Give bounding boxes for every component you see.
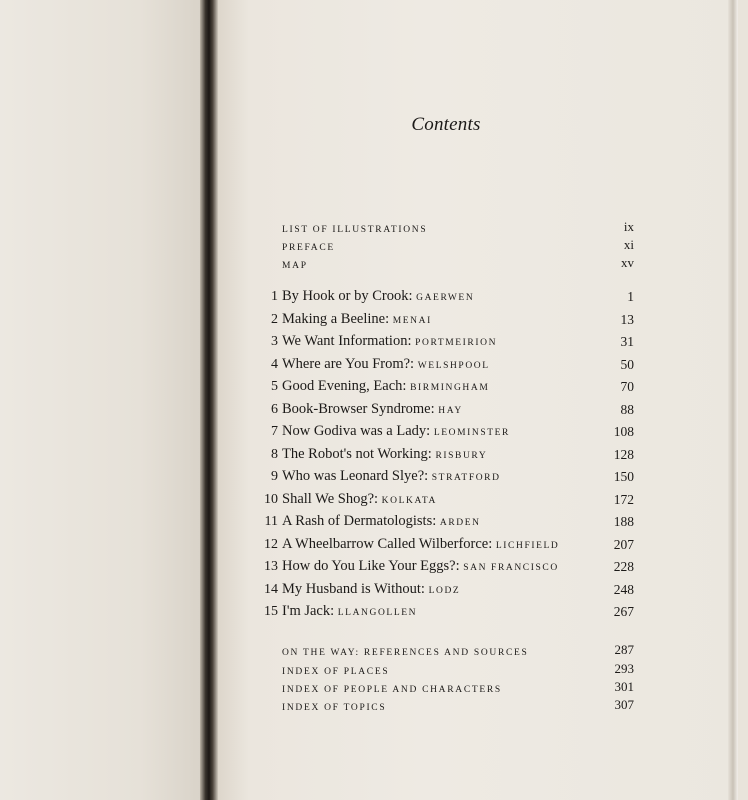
chapter-place: STRATFORD bbox=[431, 473, 501, 483]
chapter-page: 172 bbox=[613, 492, 634, 507]
chapter-page: 248 bbox=[613, 582, 634, 597]
chapter-place: RISBURY bbox=[435, 451, 488, 461]
chapter-number: 8 bbox=[271, 447, 278, 462]
toc-chapter bbox=[250, 580, 634, 600]
toc-chapter bbox=[250, 310, 634, 330]
chapter-title: My Husband is Without: LODZ bbox=[282, 581, 461, 597]
chapter-place: LICHFIELD bbox=[495, 541, 560, 551]
toc-entry-page: 307 bbox=[614, 697, 634, 712]
toc-chapter bbox=[250, 467, 634, 487]
toc-entry-back bbox=[250, 659, 634, 679]
chapter-title: Who was Leonard Slye?: STRATFORD bbox=[282, 468, 501, 484]
chapter-page: 31 bbox=[620, 334, 634, 349]
toc-entry-label: LIST OF ILLUSTRATIONS bbox=[282, 225, 428, 235]
toc-entry-page: 293 bbox=[614, 661, 634, 676]
toc-entry-label: INDEX OF TOPICS bbox=[282, 703, 387, 713]
chapter-number: 10 bbox=[264, 492, 278, 507]
chapter-number: 6 bbox=[271, 402, 278, 417]
chapter-number: 9 bbox=[271, 469, 278, 484]
chapter-place: PORTMEIRION bbox=[415, 338, 498, 348]
page-edge bbox=[728, 0, 738, 800]
chapter-page: 88 bbox=[620, 402, 634, 417]
chapter-page: 228 bbox=[613, 559, 634, 574]
toc-chapter bbox=[250, 535, 634, 555]
toc-entry-label: PREFACE bbox=[282, 243, 335, 253]
chapter-place: LODZ bbox=[428, 586, 461, 596]
toc-entry-label: INDEX OF PEOPLE AND CHARACTERS bbox=[282, 685, 502, 695]
chapter-place: ARDEN bbox=[439, 518, 481, 528]
chapter-title: The Robot's not Working: RISBURY bbox=[282, 446, 488, 462]
chapter-title: Where are You From?: WELSHPOOL bbox=[282, 356, 490, 372]
toc-entry-page: ix bbox=[623, 219, 634, 234]
chapter-title: I'm Jack: LLANGOLLEN bbox=[282, 603, 418, 619]
toc-entry-front bbox=[250, 217, 634, 237]
chapter-page: 108 bbox=[613, 424, 634, 439]
left-page bbox=[0, 0, 200, 800]
chapter-number: 11 bbox=[264, 514, 278, 529]
chapter-page: 150 bbox=[613, 469, 634, 484]
chapter-number: 5 bbox=[271, 379, 278, 394]
toc-entry-front bbox=[250, 253, 634, 273]
chapter-title: How do You Like Your Eggs?: SAN FRANCISCO bbox=[282, 558, 559, 574]
page-title: Contents bbox=[411, 114, 481, 135]
chapter-title: Book-Browser Syndrome: HAY bbox=[282, 401, 463, 417]
toc-entry-page: xi bbox=[623, 237, 634, 252]
book-gutter bbox=[200, 0, 218, 800]
chapter-page: 207 bbox=[613, 537, 634, 552]
chapter-page: 70 bbox=[620, 379, 634, 394]
chapter-title: We Want Information: PORTMEIRION bbox=[282, 333, 498, 349]
chapter-number: 4 bbox=[271, 357, 278, 372]
toc-entry-back bbox=[250, 677, 634, 697]
chapter-title: By Hook or by Crook: GAERWEN bbox=[282, 288, 475, 304]
chapter-title: A Wheelbarrow Called Wilberforce: LICHFIELD bbox=[282, 536, 560, 552]
chapter-place: SAN FRANCISCO bbox=[463, 563, 559, 573]
toc-chapter bbox=[250, 512, 634, 532]
chapter-place: GAERWEN bbox=[416, 293, 475, 303]
toc-chapter bbox=[250, 490, 634, 510]
chapter-number: 3 bbox=[271, 334, 278, 349]
toc-chapter bbox=[250, 557, 634, 577]
toc-entry-page: xv bbox=[621, 255, 634, 270]
chapter-title: Making a Beeline: MENAI bbox=[282, 311, 432, 327]
chapter-title: A Rash of Dermatologists: ARDEN bbox=[282, 513, 481, 529]
chapter-title: Shall We Shog?: KOLKATA bbox=[282, 491, 437, 507]
toc-entry-page: 287 bbox=[614, 642, 634, 657]
toc-chapter bbox=[250, 377, 634, 397]
chapter-page: 50 bbox=[620, 357, 634, 372]
toc-chapter bbox=[250, 445, 634, 465]
chapter-title: Now Godiva was a Lady: LEOMINSTER bbox=[282, 423, 510, 439]
chapter-number: 15 bbox=[264, 604, 278, 619]
toc-chapter bbox=[250, 332, 634, 352]
chapter-page: 128 bbox=[613, 447, 634, 462]
chapter-place: KOLKATA bbox=[381, 496, 437, 506]
chapter-place: BIRMINGHAM bbox=[410, 383, 490, 393]
toc-entry-back bbox=[250, 640, 634, 660]
toc-chapter bbox=[250, 287, 634, 307]
chapter-number: 2 bbox=[271, 312, 278, 327]
toc-entry-back bbox=[250, 695, 634, 715]
chapter-place: WELSHPOOL bbox=[417, 361, 490, 371]
toc-entry-label: MAP bbox=[282, 261, 308, 271]
chapter-number: 13 bbox=[264, 559, 278, 574]
chapter-place: LLANGOLLEN bbox=[337, 608, 418, 618]
chapter-page: 13 bbox=[620, 312, 634, 327]
chapter-place: MENAI bbox=[392, 316, 432, 326]
toc-entry-front bbox=[250, 235, 634, 255]
chapter-number: 14 bbox=[264, 582, 278, 597]
toc-entry-label: ON THE WAY: REFERENCES AND SOURCES bbox=[282, 648, 529, 658]
chapter-number: 12 bbox=[264, 537, 278, 552]
chapter-number: 7 bbox=[271, 424, 278, 439]
toc-chapter bbox=[250, 355, 634, 375]
toc-entry-page: 301 bbox=[614, 679, 634, 694]
chapter-number: 1 bbox=[271, 289, 278, 304]
toc-chapter bbox=[250, 602, 634, 622]
chapter-page: 267 bbox=[613, 604, 634, 619]
chapter-page: 188 bbox=[613, 514, 634, 529]
chapter-title: Good Evening, Each: BIRMINGHAM bbox=[282, 378, 490, 394]
chapter-place: LEOMINSTER bbox=[433, 428, 510, 438]
toc-entry-label: INDEX OF PLACES bbox=[282, 667, 390, 677]
toc-chapter bbox=[250, 422, 634, 442]
chapter-page: 1 bbox=[627, 289, 634, 304]
chapter-place: HAY bbox=[438, 406, 463, 416]
toc-chapter bbox=[250, 400, 634, 420]
